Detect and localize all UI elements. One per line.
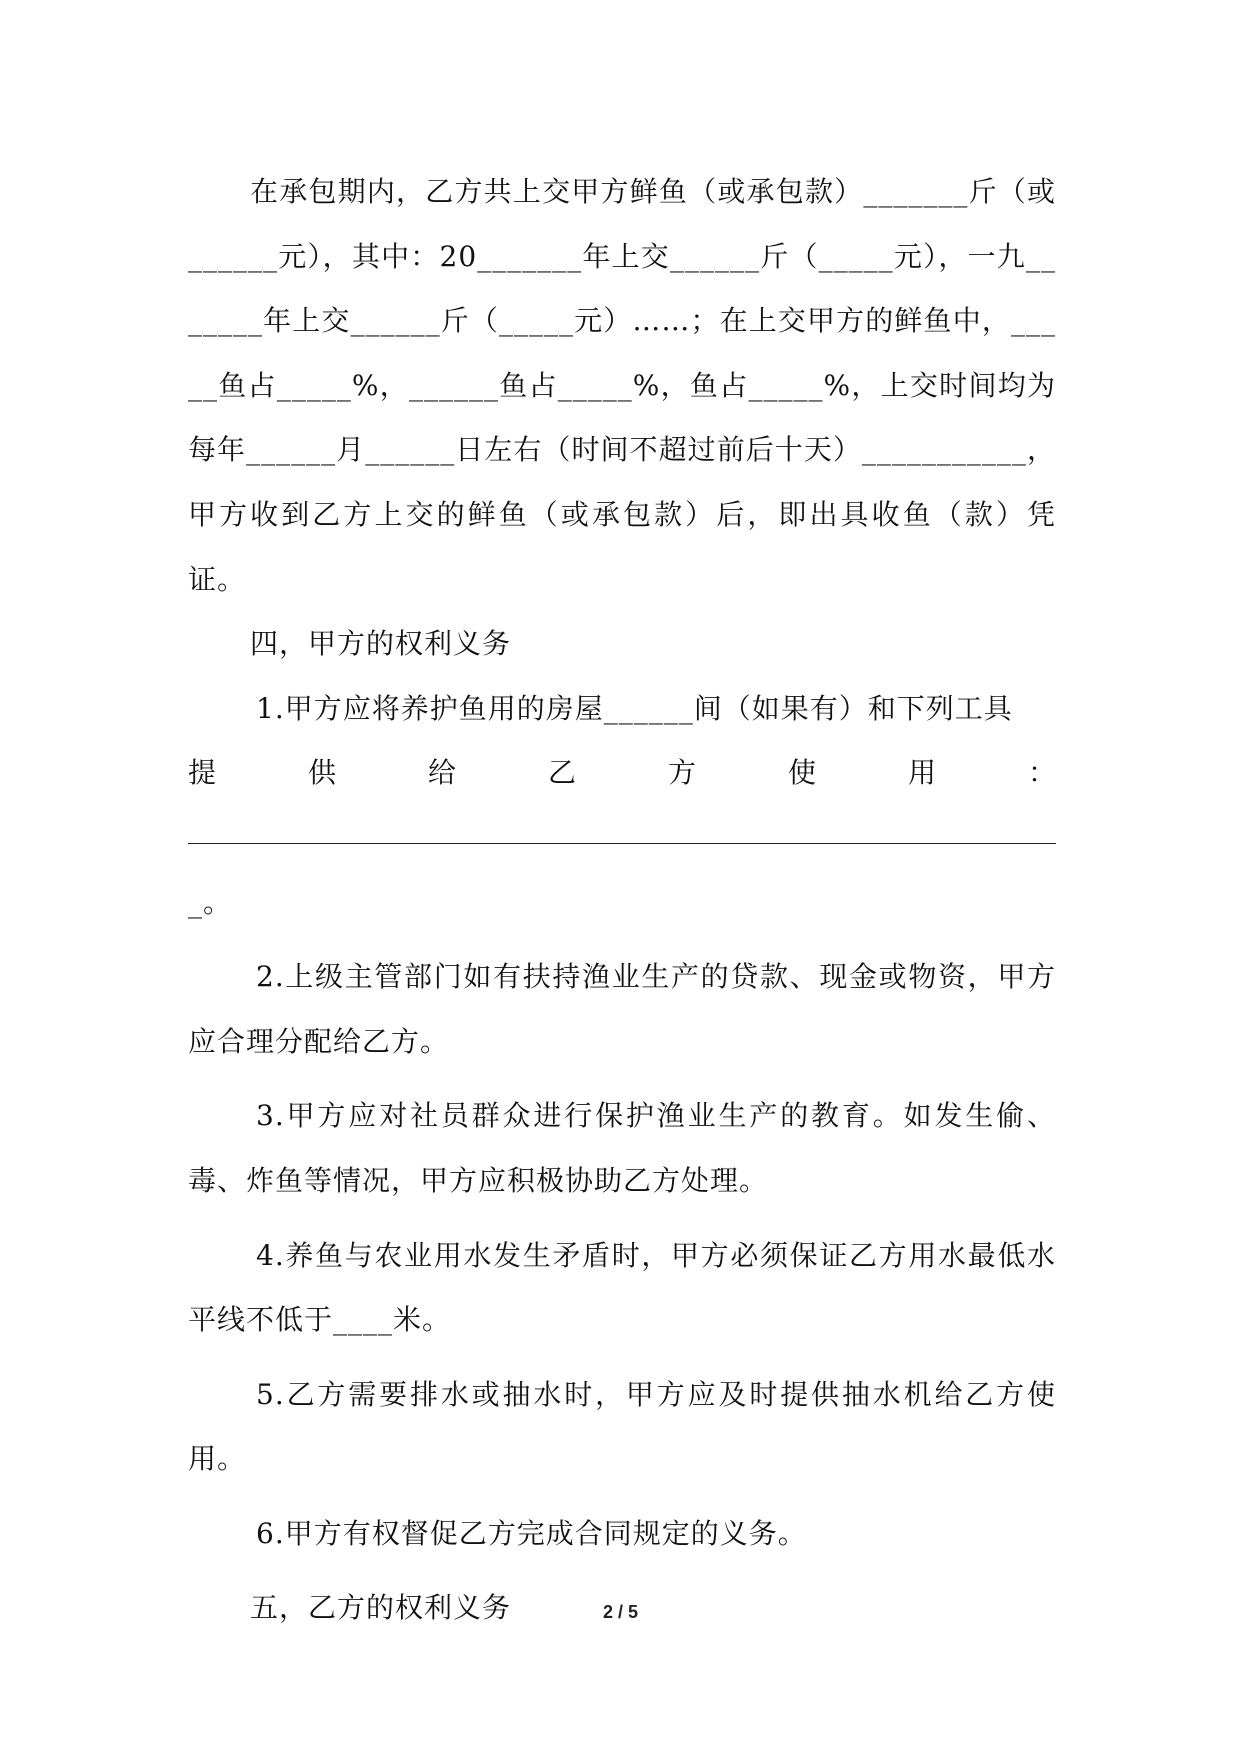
- item-2-loans: 2.上级主管部门如有扶持渔业生产的贷款、现金或物资，甲方应合理分配给乙方。: [188, 960, 1056, 1058]
- spaced-char: 提: [188, 756, 217, 790]
- item-3-education: 3.甲方应对社员群众进行保护渔业生产的教育。如发生偷、毒、炸鱼等情况，甲方应积极协助乙方处理。: [188, 1099, 1056, 1197]
- fill-in-blank-line: [188, 806, 1056, 871]
- item-1-tail: _。: [188, 885, 233, 919]
- document-body: [188, 160, 1056, 1641]
- page-number: 2 / 5: [602, 1602, 639, 1622]
- spaced-char: 方: [668, 756, 697, 790]
- spaced-char: 用: [908, 756, 937, 790]
- spaced-char: 乙: [548, 756, 577, 790]
- item-5-pump: 5.乙方需要排水或抽水时，甲方应及时提供抽水机给乙方使用。: [188, 1377, 1056, 1476]
- item-1-spaced-line: [188, 741, 1056, 806]
- item-6-supervise: 6.甲方有权督促乙方完成合同规定的义务。: [256, 1516, 807, 1550]
- section-heading-party-b: 五，乙方的权利义务: [250, 1591, 512, 1625]
- spaced-char: 使: [788, 756, 817, 790]
- spaced-char: ：: [1028, 756, 1057, 790]
- item-4-water-level: 4.养鱼与农业用水发生矛盾时，甲方必须保证乙方用水最低水平线不低于____米。: [188, 1238, 1056, 1337]
- item-1-housing-tools: 1.甲方应将养护鱼用的房屋______间（如果有）和下列工具: [256, 691, 1013, 725]
- spaced-char: 给: [428, 756, 457, 790]
- spaced-char: 供: [308, 756, 337, 790]
- paragraph-delivery-terms: 在承包期内，乙方共上交甲方鲜鱼（或承包款）_______斤（或______元），其中：20_______年上交______斤（_____元），一九_______年上交______斤（_____元）……；在上交甲方的鲜鱼中，_____鱼占_____%，______鱼占_____%，鱼占_____%，上交时间均为每年______月______日左右（时间不超过前后十天）___________，甲方收到乙方上交的鲜鱼（或承包款）后，即出具收鱼（款）凭证。: [188, 175, 1056, 596]
- blank-underline: [188, 843, 1056, 844]
- section-heading-party-a: 四，甲方的权利义务: [250, 627, 512, 661]
